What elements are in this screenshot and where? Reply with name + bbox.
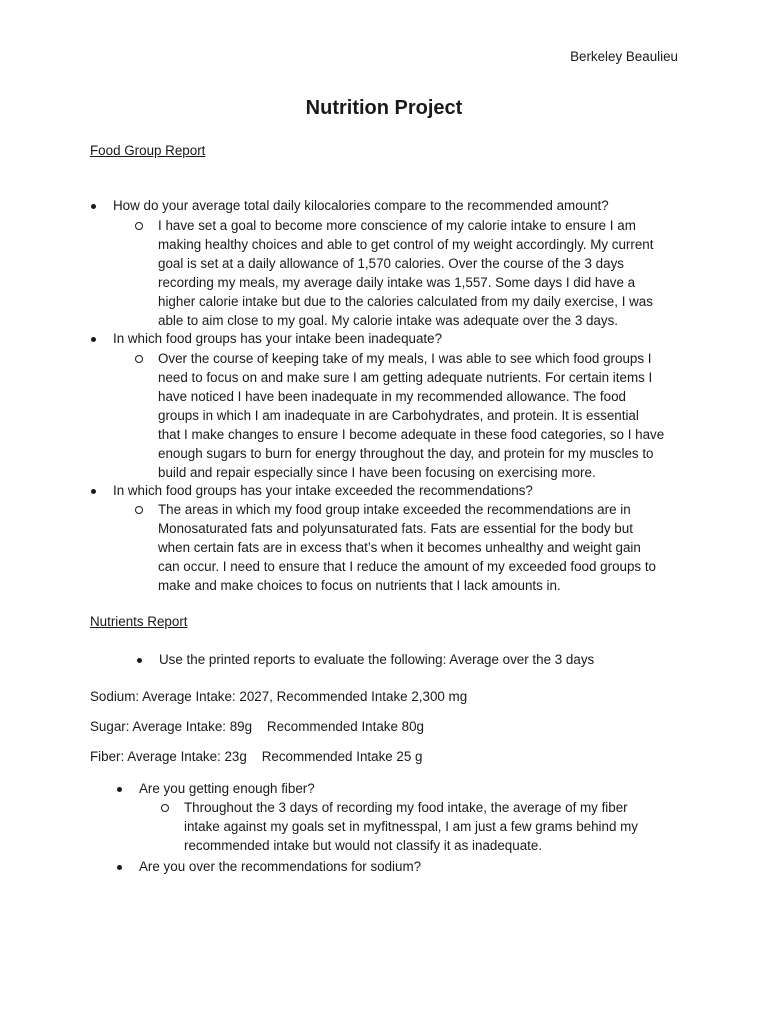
bullet-icon bbox=[137, 658, 142, 663]
answer-line: groups in which I am inadequate in are Carbohydrates, and protein. It is essential bbox=[158, 408, 639, 423]
question-inadequate bbox=[113, 329, 442, 348]
question-calories bbox=[113, 196, 609, 215]
answer-line: need to focus on and make sure I am getting adequate nutrients. For certain items I bbox=[158, 370, 653, 385]
answer-line: can occur. I need to ensure that I reduce the amount of my exceeded food groups to bbox=[158, 559, 657, 574]
bullet-icon bbox=[91, 204, 96, 209]
answer-calories bbox=[158, 216, 653, 330]
food-group-report-heading: Food Group Report bbox=[90, 143, 206, 158]
answer-line: enough sugars to burn for energy throughout the day, and protein for my muscles to bbox=[158, 446, 654, 461]
answer-line: make and make choices to focus on nutrients that I lack amounts in. bbox=[158, 578, 561, 593]
bullet-icon bbox=[91, 489, 96, 494]
answer-line: I have set a goal to become more conscience of my calorie intake to ensure I am bbox=[158, 218, 636, 233]
answer-inadequate bbox=[158, 349, 664, 482]
question-sodium bbox=[139, 857, 421, 876]
question-text: In which food groups has your intake been inadequate? bbox=[113, 331, 443, 346]
answer-line: intake against my goals set in myfitnesspal, I am just a few grams behind my bbox=[184, 819, 638, 834]
answer-exceeded bbox=[158, 500, 656, 595]
circle-bullet-icon bbox=[135, 506, 143, 514]
answer-line: The areas in which my food group intake exceeded the recommendations are in bbox=[158, 502, 631, 517]
nutrients-report-heading: Nutrients Report bbox=[90, 614, 188, 629]
answer-line: Monosaturated fats and polyunsaturated fats. Fats are essential for the body but bbox=[158, 521, 633, 536]
instruction-text: Use the printed reports to evaluate the following: Average over the 3 days bbox=[159, 652, 595, 667]
answer-fiber bbox=[184, 798, 638, 855]
question-text: In which food groups has your intake exceeded the recommendations? bbox=[113, 483, 533, 498]
answer-line: Over the course of keeping take of my meals, I was able to see which food groups I bbox=[158, 351, 652, 366]
question-text: Are you over the recommendations for sodium? bbox=[139, 859, 422, 874]
answer-line: when certain fats are in excess that’s when it becomes unhealthy and weight gain bbox=[158, 540, 641, 555]
question-text: Are you getting enough fiber? bbox=[139, 781, 315, 796]
answer-line: Throughout the 3 days of recording my food intake, the average of my fiber bbox=[184, 800, 628, 815]
question-fiber bbox=[139, 779, 315, 798]
document-title: Nutrition Project bbox=[305, 97, 463, 119]
bullet-icon bbox=[117, 787, 122, 792]
answer-line: able to aim close to my goal. My calorie intake was adequate over the 3 days. bbox=[158, 313, 618, 328]
bullet-icon bbox=[91, 337, 96, 342]
question-exceeded bbox=[113, 481, 533, 500]
answer-line: making healthy choices and able to get control of my weight accordingly. My current bbox=[158, 237, 654, 252]
instruction-item bbox=[159, 650, 594, 669]
answer-line: that I make changes to ensure I become adequate in these food categories, so I have bbox=[158, 427, 665, 442]
question-text: How do your average total daily kilocalories compare to the recommended amount? bbox=[113, 198, 609, 213]
circle-bullet-icon bbox=[161, 804, 169, 812]
sodium-line: Sodium: Average Intake: 2027, Recommended Intake 2,300 mg bbox=[90, 689, 468, 704]
fiber-line: Fiber: Average Intake: 23g Recommended Intake 25 g bbox=[90, 749, 423, 764]
author-name: Berkeley Beaulieu bbox=[570, 49, 678, 64]
answer-line: recording my meals, my average daily intake was 1,557. Some days I did have a bbox=[158, 275, 636, 290]
answer-line: goal is set at a daily allowance of 1,570 calories. Over the course of the 3 days bbox=[158, 256, 624, 271]
circle-bullet-icon bbox=[135, 222, 143, 230]
bullet-icon bbox=[117, 865, 122, 870]
circle-bullet-icon bbox=[135, 355, 143, 363]
answer-line: higher calorie intake but due to the calories calculated from my daily exercise, I was bbox=[158, 294, 653, 309]
answer-line: recommended intake but would not classify it as inadequate. bbox=[184, 838, 543, 853]
answer-line: build and repair especially since I have been focusing on exercising more. bbox=[158, 465, 596, 480]
sugar-line: Sugar: Average Intake: 89g Recommended Intake 80g bbox=[90, 719, 424, 734]
answer-line: have noticed I have been inadequate in my recommended allowance. The food bbox=[158, 389, 626, 404]
